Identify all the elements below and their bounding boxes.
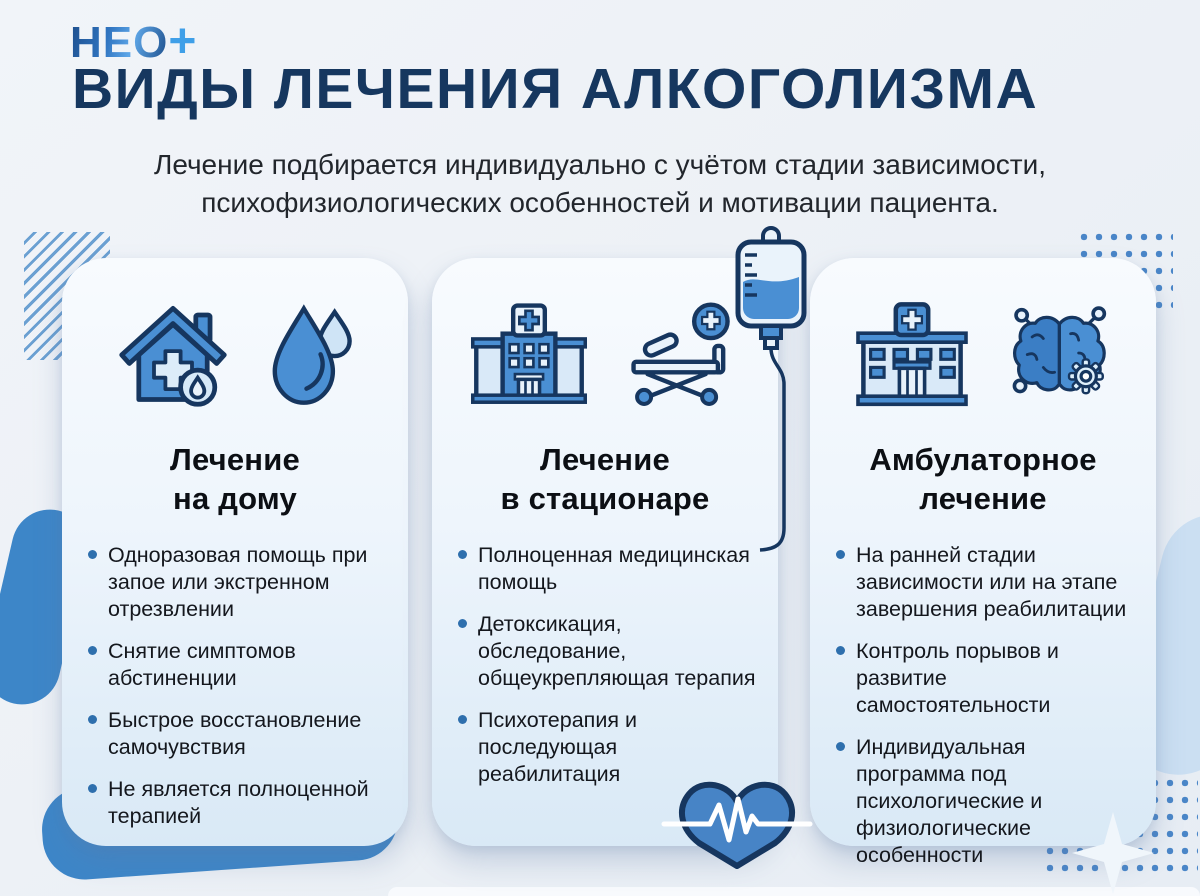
list-item: На ранней стадии зависимости или на этапе завершения реабилитации	[836, 542, 1138, 623]
bullet-dot	[458, 550, 467, 559]
card-home-treatment	[62, 258, 408, 846]
bullet-dot	[836, 550, 845, 559]
bullet-dot	[88, 715, 97, 724]
bullet-dot	[458, 619, 467, 628]
bullet-dot	[458, 715, 467, 724]
page-subtitle	[0, 146, 1200, 222]
list-item: Снятие симптомов абстиненции	[88, 638, 390, 692]
card-outpatient-treatment	[810, 258, 1156, 867]
list-item: Контроль порывов и развитие самостоятельности	[836, 638, 1138, 719]
hospital-icon	[471, 300, 587, 406]
list-item: Психотерапия и последующая реабилитация	[458, 707, 760, 788]
bullet-list	[810, 542, 1156, 869]
water-drop-icon	[266, 298, 354, 408]
subtitle-line-2: психофизиологических особенностей и мотивации пациента.	[201, 187, 999, 218]
card-icons-row	[810, 290, 1156, 416]
bullet-list	[432, 542, 778, 788]
card-title: Лечение в стационаре	[500, 442, 710, 516]
card-title: Амбулаторное лечение	[869, 442, 1097, 516]
card-title: Лечение на дому	[170, 442, 300, 516]
bottom-light-band	[388, 887, 1200, 896]
list-item: Одноразовая помощь при запое или экстренном отрезвлении	[88, 542, 390, 623]
subtitle-line-1: Лечение подбирается индивидуально с учётом стадии зависимости,	[153, 149, 1047, 180]
list-item: Полноценная медицинская помощь	[458, 542, 760, 596]
logo-text: НЕО	[70, 18, 169, 67]
bullet-dot	[836, 742, 845, 751]
card-icons-row	[62, 290, 408, 416]
iv-drip-icon	[722, 222, 822, 572]
bullet-dot	[836, 646, 845, 655]
bullet-dot	[88, 550, 97, 559]
heart-pulse-icon	[652, 772, 822, 872]
bullet-list	[62, 542, 408, 830]
list-item: Быстрое восстановление самочувствия	[88, 707, 390, 761]
list-item: Не является полноценной терапией	[88, 776, 390, 830]
clinic-icon	[852, 299, 972, 407]
brain-network-icon	[1008, 301, 1114, 405]
list-item: Индивидуальная программа под психологические и физиологические особенности	[836, 734, 1138, 869]
bullet-dot	[88, 646, 97, 655]
house-medical-icon	[116, 296, 230, 410]
bullet-dot	[88, 784, 97, 793]
list-item: Детоксикация, обследование, общеукрепляющая терапия	[458, 611, 760, 692]
page-title: ВИДЫ ЛЕЧЕНИЯ АЛКОГОЛИЗМА	[72, 57, 1039, 121]
logo-plus-icon: +	[168, 15, 198, 68]
